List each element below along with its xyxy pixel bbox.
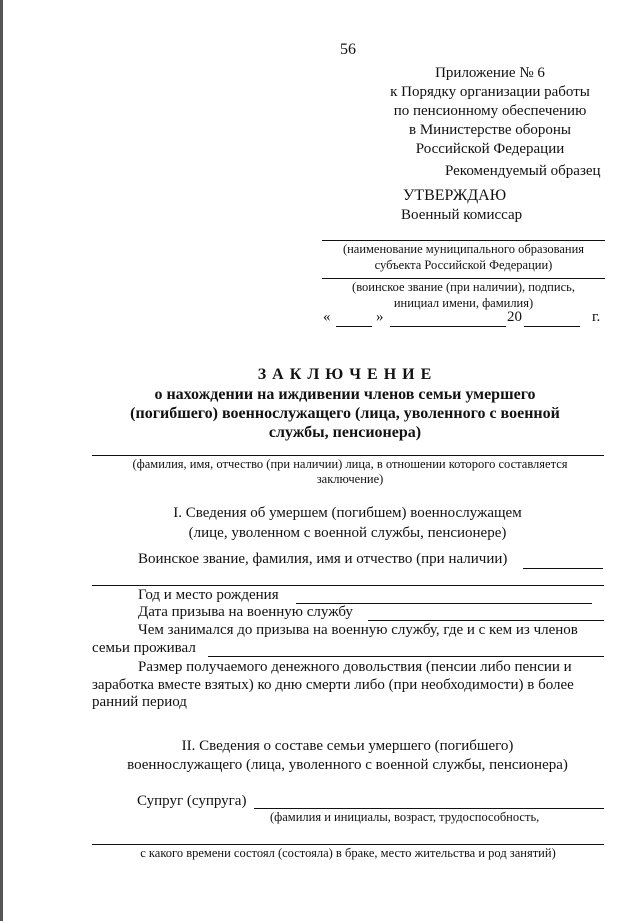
marriage-caption: с какого времени состоял (состояла) в браке, место жительства и род занятий)	[140, 846, 556, 860]
person-caption-2: заключение)	[316, 472, 384, 486]
appendix-line: в Министерстве обороны	[409, 122, 571, 138]
person-name-line[interactable]	[92, 455, 604, 456]
municipality-caption-2: субъекта Российской Федерации)	[374, 258, 553, 272]
appendix-line: к Порядку организации работы	[390, 84, 590, 100]
municipality-line[interactable]	[322, 240, 605, 241]
date-century: 20	[507, 309, 522, 325]
date-year-field[interactable]	[524, 326, 580, 327]
appendix-line: Российской Федерации	[415, 141, 565, 157]
approve-title: УТВЕРЖДАЮ	[403, 187, 507, 204]
date-year-suffix: г.	[592, 309, 601, 325]
document-subtitle-2: (погибшего) военнослужащего (лица, уволенного с военной	[130, 405, 560, 422]
field-birth-label: Год и место рождения	[138, 587, 279, 603]
appendix-block	[380, 64, 600, 159]
signature-line[interactable]	[322, 278, 605, 279]
field-rank-input-continued[interactable]	[92, 585, 604, 586]
section2-title-2: военнослужащего (лица, уволенного с военной службы, пенсионера)	[127, 757, 568, 773]
signature-caption-1: (воинское звание (при наличии), подпись,	[352, 280, 575, 294]
document-subtitle-1: о нахождении на иждивении членов семьи умершего	[154, 386, 536, 403]
appendix-line: по пенсионному обеспечению	[393, 103, 587, 119]
field-occupation-input[interactable]	[208, 656, 604, 657]
field-rank-label: Воинское звание, фамилия, имя и отчество (при наличии)	[138, 551, 508, 567]
person-caption-1: (фамилия, имя, отчество (при наличии) лица, в отношении которого составляется	[132, 457, 568, 471]
municipality-caption-1: (наименование муниципального образования	[342, 242, 585, 256]
field-allowance-label-3: ранний период	[92, 694, 187, 710]
spouse-input[interactable]	[254, 808, 604, 809]
date-open-quote: «	[323, 309, 331, 325]
spouse-caption: (фамилия и инициалы, возраст, трудоспособность,	[270, 810, 540, 824]
date-day-field[interactable]	[336, 326, 372, 327]
recommended-sample: Рекомендуемый образец	[445, 163, 601, 179]
field-rank-input[interactable]	[523, 568, 603, 569]
section1-title-1: I. Сведения об умершем (погибшем) военнослужащем	[173, 505, 522, 521]
approve-position: Военный комиссар	[401, 207, 523, 223]
document-subtitle-3: службы, пенсионера)	[268, 424, 422, 441]
signature-caption-2: инициал имени, фамилия)	[393, 296, 534, 310]
field-draft-label: Дата призыва на военную службу	[138, 604, 353, 620]
date-month-field[interactable]	[390, 326, 506, 327]
spouse-label: Супруг (супруга)	[137, 793, 247, 809]
page-number: 56	[340, 41, 356, 58]
field-allowance-label-1: Размер получаемого денежного довольствия (пенсии либо пенсии и	[138, 659, 572, 675]
field-occupation-label-1: Чем занимался до призыва на военную службу, где и с кем из членов	[138, 622, 578, 638]
field-draft-input[interactable]	[368, 620, 604, 621]
document-title: З А К Л Ю Ч Е Н И Е	[257, 366, 433, 383]
field-occupation-label-2: семьи проживал	[92, 640, 196, 656]
section1-title-2: (лице, уволенном с военной службы, пенсионере)	[188, 525, 507, 541]
field-allowance-label-2: заработка вместе взятых) ко дню смерти либо (при необходимости) в более	[92, 677, 574, 693]
scan-edge	[0, 0, 3, 921]
section2-title-1: II. Сведения о составе семьи умершего (погибшего)	[181, 738, 514, 754]
date-close-quote: »	[376, 309, 384, 325]
marriage-input[interactable]	[92, 844, 604, 845]
appendix-line: Приложение № 6	[435, 65, 545, 81]
